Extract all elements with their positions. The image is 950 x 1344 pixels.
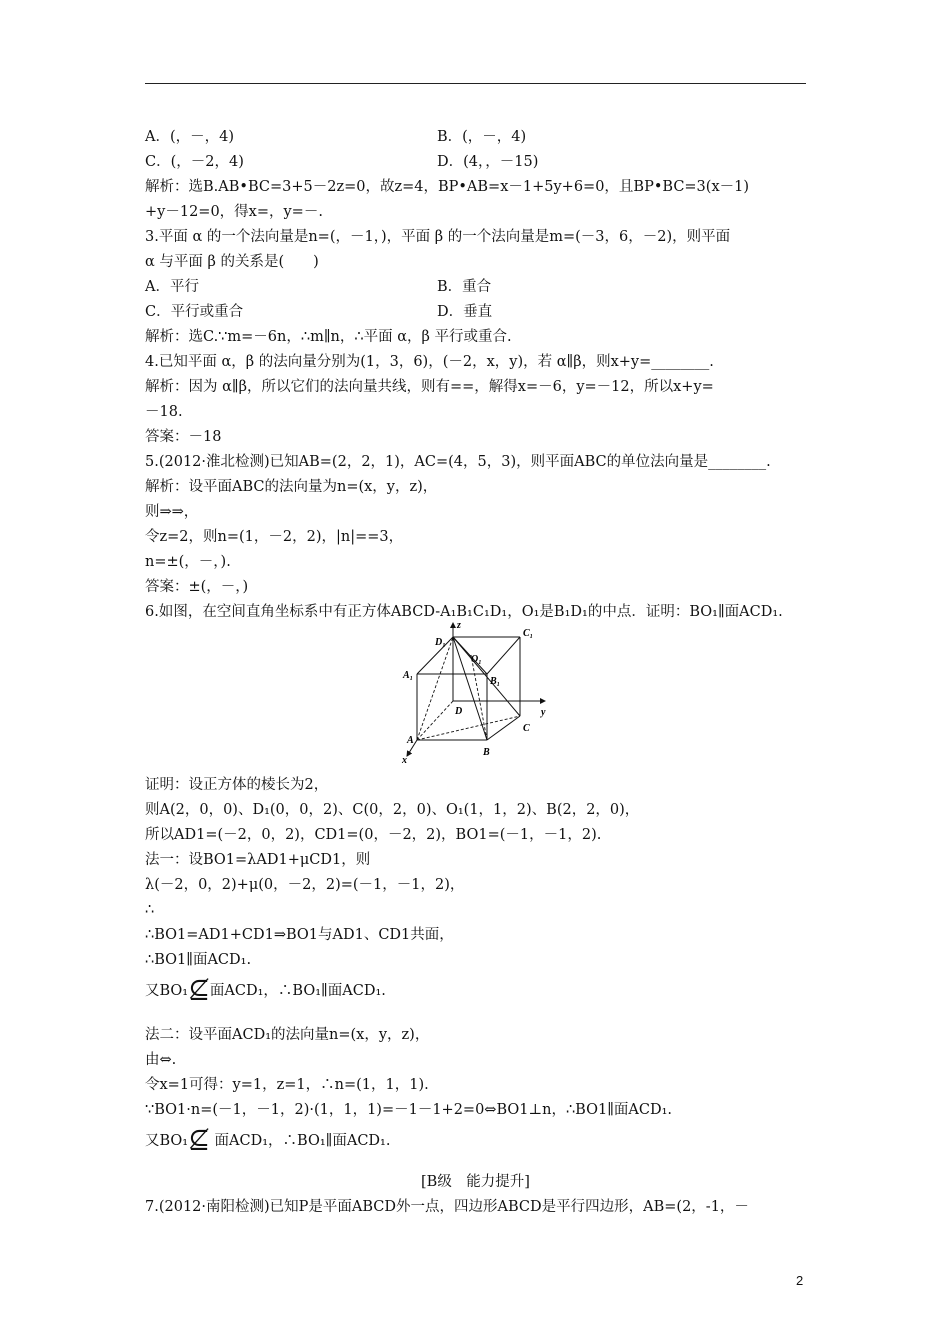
question-5: 5.(2012·淮北检测)已知AB=(2，2，1)，AC=(4，5，3)，则平面ABC的单位法向量是________.	[145, 454, 771, 470]
label-x: x	[402, 755, 407, 766]
text-line: －18.	[145, 404, 183, 420]
label-C: C	[523, 723, 530, 734]
not-subset-symbol: ⊈	[188, 975, 210, 1005]
label-A: A	[407, 735, 414, 746]
option-b: B．重合	[437, 279, 492, 295]
option-b: B．(，－，4)	[437, 129, 527, 145]
text-line: 法二：设平面ACD₁的法向量n=(x，y，z)，	[145, 1027, 430, 1043]
text-line: 由⇔.	[145, 1052, 177, 1068]
text-line: ∴BO1=AD1+CD1⇒BO1与AD1、CD1共面，	[145, 927, 454, 943]
label-D: D	[455, 706, 463, 717]
header-rule	[145, 83, 806, 84]
option-c: C．平行或重合	[145, 304, 244, 320]
cube-figure	[395, 618, 565, 768]
cube-hidden-edges	[417, 637, 520, 740]
question-3: 3.平面 α 的一个法向量是n=(，－1，)，平面 β 的一个法向量是m=(－3，6，－2)，则平面	[145, 229, 731, 245]
label-y: y	[541, 707, 546, 718]
label-O1: O₁	[471, 654, 482, 665]
text-line: α 与平面 β 的关系是( )	[145, 254, 319, 270]
text-line	[145, 975, 815, 1005]
label-B: B	[483, 747, 490, 758]
text-fragment: 面ACD₁，∴BO₁∥面ACD₁.	[209, 1133, 391, 1149]
text-line: 令z=2，则n=(1，－2，2)，|n|==3，	[145, 529, 404, 545]
text-line: 法一：设BO1=λAD1+μCD1，则	[145, 852, 371, 868]
question-4: 4.已知平面 α，β 的法向量分别为(1，3，6)，(－2，x，y)，若 α∥β，则x+y=________.	[145, 354, 714, 370]
not-subset-symbol: ⊈	[188, 1125, 210, 1155]
cube-edges	[417, 637, 520, 740]
text-line: 则A(2，0，0)、D₁(0，0，2)、C(0，2，0)、O₁(1，1，2)、B(2，2，0)，	[145, 802, 640, 818]
label-D1: D₁	[435, 637, 446, 648]
text-line: ∵BO1·n=(－1，－1，2)·(1，1，1)=－1－1+2=0⇔BO1⊥n，∴BO1∥面ACD₁.	[145, 1102, 673, 1118]
question-6: 6.如图，在空间直角坐标系中有正方体ABCD-A₁B₁C₁D₁，O₁是B₁D₁的中点．证明：BO₁∥面ACD₁.	[145, 604, 783, 620]
text-line: +y－12=0，得x=，y=－.	[145, 204, 323, 220]
answer-line: 答案：±(，－，)	[145, 579, 249, 595]
text-line: 令x=1可得：y=1，z=1，∴n=(1，1，1).	[145, 1077, 429, 1093]
text-line	[145, 1125, 815, 1155]
label-C1: C₁	[523, 628, 534, 639]
text-line: 所以AD1=(－2，0，2)，CD1=(0，－2，2)，BO1=(－1，－1，2).	[145, 827, 602, 843]
option-a: A．平行	[145, 279, 199, 295]
text-line: λ(－2，0，2)+μ(0，－2，2)=(－1，－1，2)，	[145, 877, 465, 893]
page-number: 2	[796, 1273, 804, 1288]
text-fragment: 又BO₁	[145, 1133, 189, 1149]
text-line: 解析：设平面ABC的法向量为n=(x，y，z)，	[145, 479, 438, 495]
section-heading: [B级 能力提升]	[421, 1174, 530, 1190]
option-c: C．(，－2，4)	[145, 154, 244, 170]
option-a: A．(，－，4)	[145, 129, 235, 145]
option-d: D．垂直	[437, 304, 493, 320]
text-line: 解析：选B.AB•BC=3+5－2z=0，故z=4，BP•AB=x－1+5y+6=0，且BP•BC=3(x－1)	[145, 179, 750, 195]
text-line: ∴	[145, 902, 155, 918]
text-line: ∴BO1∥面ACD₁.	[145, 952, 252, 968]
label-z: z	[457, 620, 461, 631]
text-fragment: 面ACD₁，∴BO₁∥面ACD₁.	[209, 983, 386, 999]
label-B1: B₁	[490, 676, 501, 687]
label-A1: A₁	[403, 670, 414, 681]
text-line: 解析：因为 α∥β，所以它们的法向量共线，则有==，解得x=－6，y=－12，所以x+y=	[145, 379, 714, 395]
text-line: 解析：选C.∵m=－6n，∴m∥n，∴平面 α，β 平行或重合.	[145, 329, 512, 345]
text-line: 则⇒⇒，	[145, 504, 199, 520]
option-d: D．(4，，－15)	[437, 154, 539, 170]
text-fragment: 又BO₁	[145, 983, 189, 999]
question-7: 7.(2012·南阳检测)已知P是平面ABCD外一点，四边形ABCD是平行四边形，AB=(2，-1，－	[145, 1199, 749, 1215]
text-line: n=±(，－，).	[145, 554, 231, 570]
text-line: 证明：设正方体的棱长为2，	[145, 777, 329, 793]
answer-line: 答案：－18	[145, 429, 222, 445]
